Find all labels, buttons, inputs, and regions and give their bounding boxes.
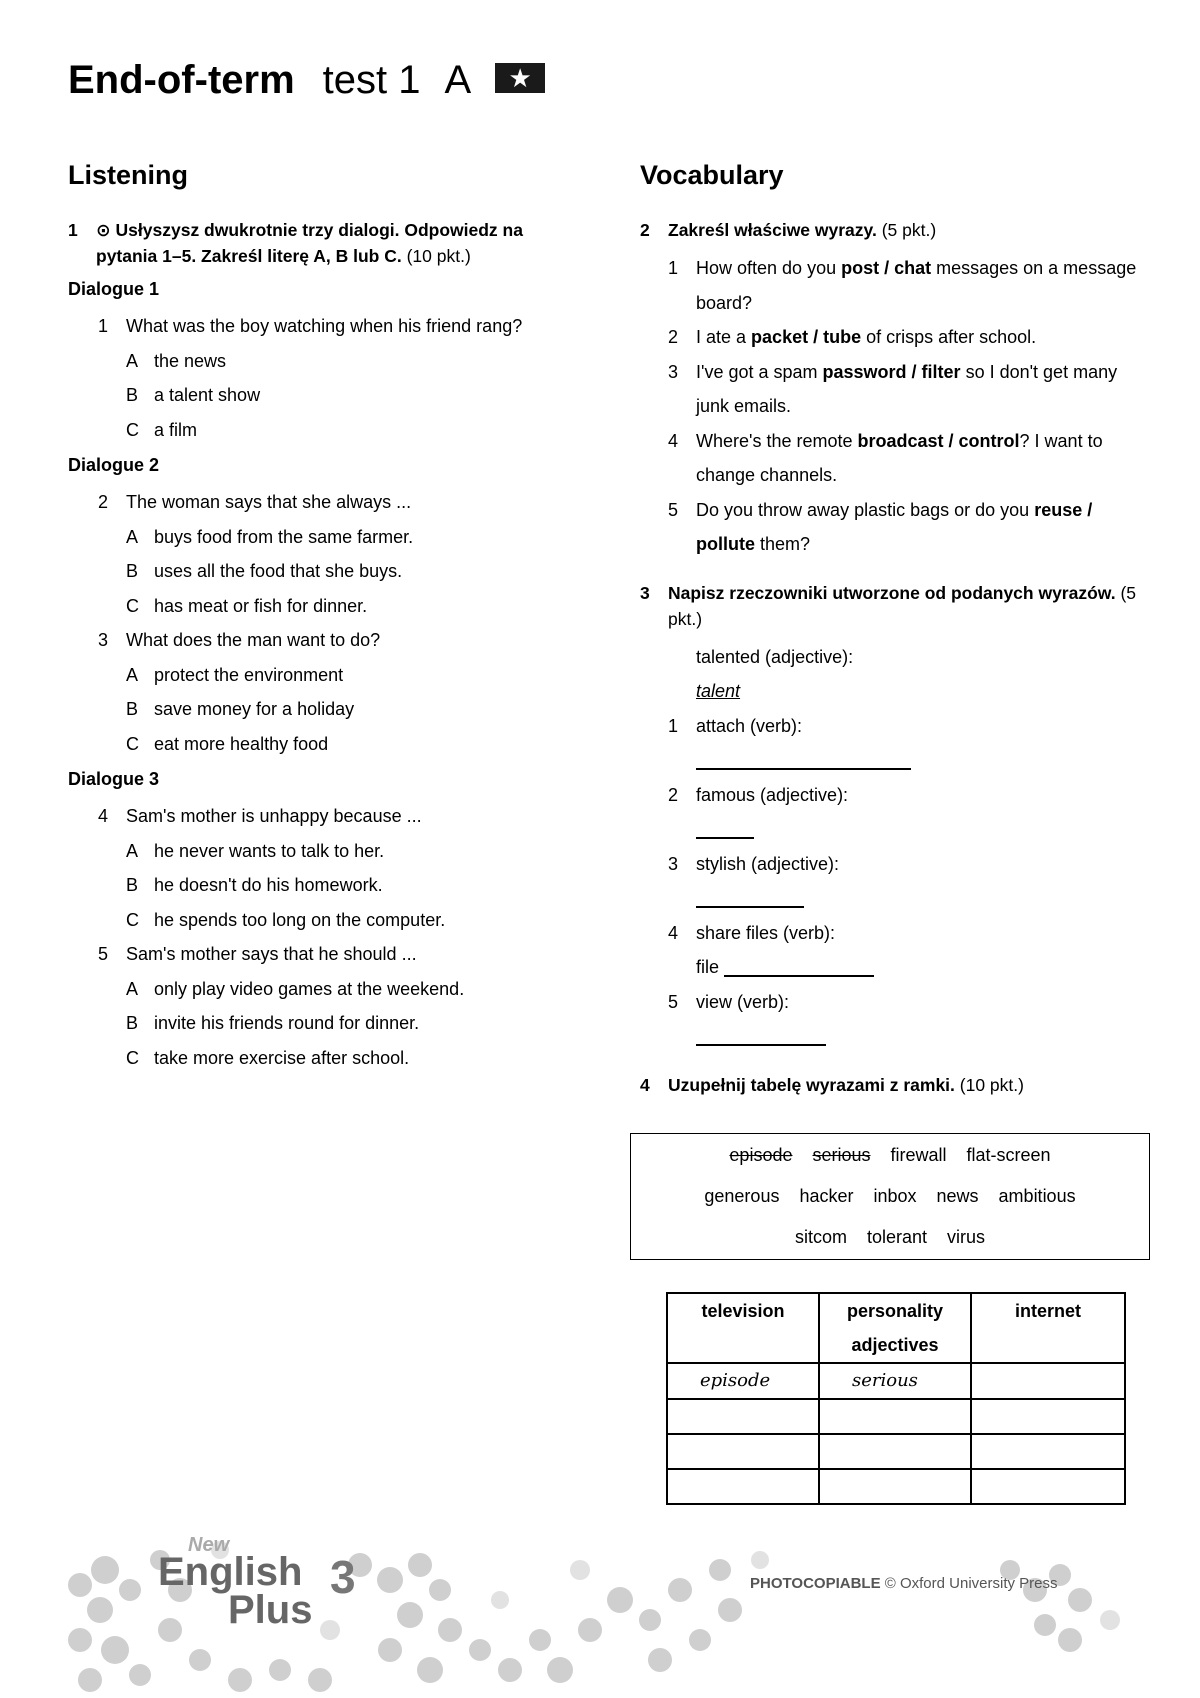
answer-option[interactable] — [68, 554, 588, 589]
table-cell[interactable] — [667, 1434, 819, 1469]
question — [68, 623, 588, 658]
table-cell — [971, 1363, 1125, 1399]
option-letter[interactable]: B — [126, 1013, 139, 1033]
option-text: he never wants to talk to her. — [154, 840, 385, 861]
word-choice[interactable]: packet / tube — [751, 327, 862, 347]
table-cell[interactable] — [667, 1399, 819, 1434]
item-text — [696, 320, 1150, 355]
task-2-items — [640, 251, 1150, 562]
logo-plus: Plus — [228, 1588, 313, 1632]
vocabulary-heading: Vocabulary — [640, 160, 784, 190]
question-text: Sam's mother says that he should ... — [126, 944, 417, 964]
word-choice[interactable]: post / chat — [841, 258, 932, 278]
title-version: A — [444, 58, 472, 102]
item-number: 2 — [668, 327, 679, 347]
task-2-instruction — [640, 217, 1150, 243]
option-letter[interactable]: C — [126, 595, 139, 616]
word-box-item: tolerant — [866, 1227, 928, 1247]
item-number: 4 — [668, 922, 679, 943]
question-number: 5 — [98, 944, 109, 964]
word-box — [630, 1133, 1150, 1260]
dialogue-label: Dialogue 2 — [68, 455, 160, 475]
item-text-post: messages on a message board? — [696, 258, 1137, 313]
item-text — [696, 251, 1150, 320]
table-cell[interactable] — [667, 1469, 819, 1504]
word-box-item: firewall — [890, 1145, 947, 1165]
logo-english: English — [158, 1550, 303, 1594]
table-cell[interactable] — [819, 1399, 971, 1434]
table-cell[interactable] — [971, 1399, 1125, 1434]
copyright-notice — [750, 1575, 1058, 1592]
list-item — [640, 424, 1150, 493]
answer-line — [696, 743, 1150, 778]
listening-section — [68, 155, 588, 1075]
option-text: a film — [154, 419, 198, 440]
option-letter[interactable]: C — [126, 419, 139, 440]
instruction-text: Uzupełnij tabelę wyrazami z ramki. — [668, 1074, 955, 1095]
item-text — [696, 916, 1150, 985]
table-row — [667, 1469, 1125, 1504]
item-text — [696, 847, 1150, 916]
item-number: 4 — [668, 430, 679, 451]
answer-line — [696, 881, 1150, 916]
answer-input[interactable] — [724, 955, 874, 977]
item-text — [696, 709, 1150, 778]
item-number: 5 — [668, 991, 679, 1012]
answer-option[interactable] — [68, 1041, 588, 1076]
item-number: 5 — [668, 499, 679, 520]
item-prompt: attach (verb): — [696, 715, 803, 736]
answer-line — [696, 950, 1150, 985]
word-box-row — [631, 1176, 1149, 1217]
question-number: 3 — [98, 630, 109, 650]
example-answer: talent — [696, 681, 741, 701]
option-text: has meat or fish for dinner. — [154, 595, 368, 616]
option-letter[interactable]: A — [126, 840, 139, 861]
item-number: 1 — [668, 258, 679, 278]
item-text — [696, 424, 1150, 493]
item-text-pre: I ate a — [696, 327, 752, 347]
item-text-post: so I don't get many junk emails. — [696, 361, 1118, 416]
table-row-example — [667, 1363, 1125, 1399]
points: (5 pkt.) — [668, 582, 1137, 629]
item-prompt: view (verb): — [696, 991, 790, 1012]
item-number: 2 — [668, 784, 679, 805]
answer-option[interactable] — [68, 1006, 588, 1041]
answer-option[interactable] — [68, 520, 588, 555]
task-number: 2 — [640, 220, 650, 240]
list-item — [640, 916, 1150, 985]
instruction-text: ⊙ Usłyszysz dwukrotnie trzy dialogi. Odpowiedz na pytania 1–5. Zakreśl literę A, B lub C. — [96, 220, 523, 266]
table-cell[interactable] — [971, 1469, 1125, 1504]
table-row — [667, 1399, 1125, 1434]
item-text — [696, 985, 1150, 1054]
table-header-internet: internet — [971, 1293, 1125, 1363]
task-1-instruction — [68, 217, 588, 269]
item-text-pre: Where's the remote — [696, 430, 858, 451]
word-box-item: hacker — [799, 1186, 854, 1206]
task-3-example — [640, 640, 1150, 709]
option-letter[interactable]: C — [126, 733, 139, 754]
word-box-item: flat-screen — [966, 1145, 1051, 1165]
option-text: invite his friends round for dinner. — [154, 1013, 420, 1033]
question-text: What does the man want to do? — [126, 630, 381, 650]
item-number: 3 — [668, 853, 679, 874]
category-table — [666, 1292, 1126, 1505]
word-box-item: episode — [729, 1145, 793, 1165]
item-prompt: famous (adjective): — [696, 784, 849, 805]
dialogues-list — [68, 277, 588, 1075]
list-item — [640, 709, 1150, 778]
option-text: save money for a holiday — [154, 699, 355, 719]
task-4-instruction — [640, 1072, 1150, 1098]
word-box-row — [631, 1135, 1149, 1176]
item-number: 3 — [668, 361, 679, 382]
list-item — [640, 355, 1150, 424]
logo-level: 3 — [330, 1551, 356, 1603]
points: (10 pkt.) — [959, 1074, 1024, 1095]
question — [68, 309, 588, 344]
item-text — [696, 355, 1150, 424]
title-test: test 1 — [322, 58, 421, 102]
option-letter[interactable]: C — [126, 909, 139, 930]
option-text: the news — [154, 350, 227, 371]
dialogue-label: Dialogue 3 — [68, 769, 160, 789]
table-cell: episode — [667, 1363, 819, 1399]
answer-input[interactable] — [696, 886, 804, 908]
item-prompt: share files (verb): — [696, 922, 836, 943]
task-number: 3 — [640, 582, 650, 603]
answer-option[interactable] — [68, 727, 588, 762]
task-3-items — [640, 709, 1150, 1054]
answer-option[interactable] — [68, 344, 588, 379]
points: (10 pkt.) — [406, 246, 471, 266]
answer-option[interactable] — [68, 972, 588, 1007]
item-text-post: them? — [755, 534, 811, 554]
option-text: take more exercise after school. — [154, 1047, 410, 1068]
answer-option[interactable] — [68, 589, 588, 624]
item-text — [696, 493, 1150, 562]
item-text — [696, 778, 1150, 847]
page-title — [68, 52, 545, 108]
item-prompt: stylish (adjective): — [696, 853, 840, 874]
dialogue-label: Dialogue 1 — [68, 279, 160, 299]
task-3-instruction — [640, 580, 1150, 632]
question — [68, 937, 588, 972]
option-letter[interactable]: B — [126, 561, 139, 581]
question-text: The woman says that she always ... — [126, 492, 412, 512]
option-letter[interactable]: B — [126, 875, 139, 895]
word-box-item: inbox — [873, 1186, 917, 1206]
task-number: 1 — [68, 220, 78, 240]
list-item — [640, 778, 1150, 847]
question — [68, 485, 588, 520]
list-item — [640, 320, 1150, 355]
option-letter[interactable]: B — [126, 385, 139, 405]
word-choice[interactable]: reuse / pollute — [696, 499, 1093, 554]
option-letter[interactable]: C — [126, 1047, 139, 1068]
answer-prefix: file — [696, 957, 720, 977]
word-box-item: sitcom — [794, 1227, 847, 1247]
option-letter[interactable]: A — [126, 350, 139, 371]
answer-option[interactable] — [68, 868, 588, 903]
word-box-item: news — [936, 1186, 979, 1206]
list-item — [640, 985, 1150, 1054]
item-text-pre: Do you throw away plastic bags or do you — [696, 499, 1035, 520]
example-prompt: talented (adjective): — [696, 646, 854, 667]
task-number: 4 — [640, 1074, 650, 1095]
answer-option[interactable] — [68, 692, 588, 727]
star-icon: ★ — [495, 63, 545, 93]
word-box-item: generous — [704, 1186, 780, 1206]
question — [68, 799, 588, 834]
option-letter[interactable]: A — [126, 526, 139, 547]
answer-option[interactable] — [68, 903, 588, 938]
answer-input[interactable] — [696, 817, 754, 839]
title-main: End-of-term — [68, 58, 295, 102]
item-text-pre: How often do you — [696, 258, 842, 278]
logo-new: New — [188, 1534, 230, 1556]
word-box-item: serious — [812, 1145, 871, 1165]
option-letter[interactable]: A — [126, 664, 139, 685]
word-box-item: virus — [947, 1227, 986, 1247]
answer-input[interactable] — [696, 1024, 826, 1046]
answer-option[interactable] — [68, 658, 588, 693]
table-cell[interactable] — [971, 1434, 1125, 1469]
question-number: 1 — [98, 316, 109, 336]
question-text: Sam's mother is unhappy because ... — [126, 806, 422, 826]
answer-option[interactable] — [68, 413, 588, 448]
answer-option[interactable] — [68, 834, 588, 869]
option-text: he doesn't do his homework. — [154, 875, 383, 895]
publisher: © Oxford University Press — [884, 1575, 1058, 1592]
answer-option[interactable] — [68, 378, 588, 413]
word-box-row — [631, 1217, 1149, 1258]
table-cell[interactable] — [819, 1434, 971, 1469]
list-item — [640, 493, 1150, 562]
option-text: protect the environment — [154, 664, 344, 685]
instruction-text: Zakreśl właściwe wyrazy. — [668, 220, 877, 240]
table-row — [667, 1434, 1125, 1469]
option-text: he spends too long on the computer. — [154, 909, 446, 930]
question-number: 2 — [98, 492, 109, 512]
option-letter[interactable]: A — [126, 978, 139, 999]
item-text-post: ? I want to change channels. — [696, 430, 1103, 485]
table-header-personality: personality adjectives — [819, 1293, 971, 1363]
answer-input[interactable] — [696, 748, 911, 770]
option-text: only play video games at the weekend. — [154, 978, 465, 999]
vocabulary-section — [640, 155, 1150, 1106]
option-text: uses all the food that she buys. — [154, 561, 403, 581]
item-number: 1 — [668, 715, 679, 736]
item-text-pre: I've got a spam — [696, 361, 823, 382]
table-header-television: television — [667, 1293, 819, 1363]
list-item — [640, 251, 1150, 320]
listening-heading: Listening — [68, 160, 188, 190]
option-text: buys food from the same farmer. — [154, 526, 414, 547]
item-text-post: of crisps after school. — [861, 327, 1037, 347]
answer-line — [696, 1019, 1150, 1054]
word-box-item: ambitious — [998, 1186, 1076, 1206]
question-text: What was the boy watching when his friend rang? — [126, 316, 523, 336]
photocopiable-label: PHOTOCOPIABLE — [750, 1575, 881, 1592]
table-cell: serious — [819, 1363, 971, 1399]
word-choice[interactable]: password / filter — [822, 361, 961, 382]
option-text: a talent show — [154, 385, 261, 405]
word-choice[interactable]: broadcast / control — [857, 430, 1020, 451]
option-text: eat more healthy food — [154, 733, 329, 754]
points: (5 pkt.) — [881, 220, 937, 240]
answer-line — [696, 812, 1150, 847]
question-number: 4 — [98, 806, 109, 826]
list-item — [640, 847, 1150, 916]
instruction-text: Napisz rzeczowniki utworzone od podanych wyrazów. — [668, 582, 1116, 603]
table-cell[interactable] — [819, 1469, 971, 1504]
option-letter[interactable]: B — [126, 699, 139, 719]
